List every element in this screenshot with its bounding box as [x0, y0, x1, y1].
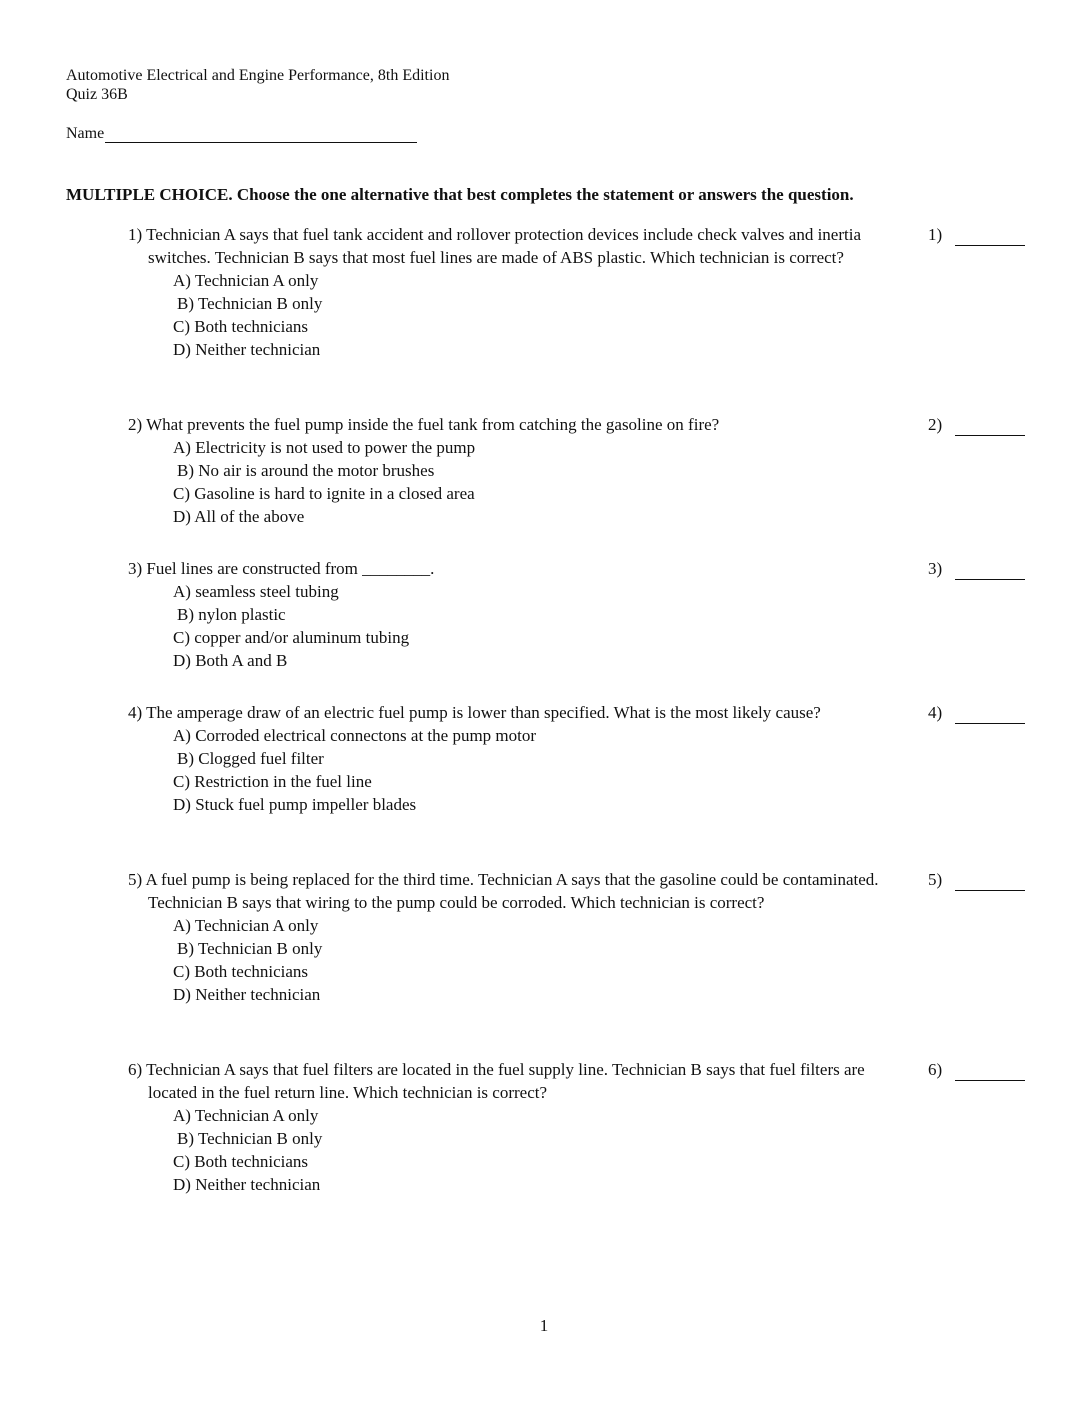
answer-slot-5 [928, 868, 1028, 891]
answer-blank[interactable] [955, 561, 1025, 580]
page-number: 1 [539, 1316, 549, 1335]
quiz-title: Quiz 36B [66, 86, 128, 103]
question-6 [128, 1058, 918, 1196]
answer-slot-4 [928, 701, 1028, 724]
answer-slot-3 [928, 557, 1028, 580]
option-b: B) nylon plastic [177, 605, 286, 624]
question-stem: 1) Technician A says that fuel tank accident and rollover protection devices include check valves and inertia switches. Technician B says that most fuel lines are made of ABS plastic. Which technician is correct? [128, 225, 862, 267]
option-d: D) Neither technician [173, 1175, 321, 1194]
answer-blank[interactable] [955, 872, 1025, 891]
option-d: D) Neither technician [173, 985, 321, 1004]
options-list [173, 436, 918, 528]
option-b: B) Technician B only [177, 939, 323, 958]
options-list [173, 269, 918, 361]
option-d: D) Neither technician [173, 340, 321, 359]
option-a: A) Technician A only [173, 271, 319, 290]
option-a: A) Corroded electrical connectons at the pump motor [173, 726, 537, 745]
option-a: A) Technician A only [173, 1106, 319, 1125]
name-blank-line[interactable] [105, 126, 417, 143]
option-b: B) Technician B only [177, 294, 323, 313]
answer-number: 2) [928, 415, 943, 434]
option-d: D) Stuck fuel pump impeller blades [173, 795, 417, 814]
answer-number: 5) [928, 870, 943, 889]
quiz-header [66, 66, 449, 104]
question-stem: 4) The amperage draw of an electric fuel pump is lower than specified. What is the most likely cause? [128, 703, 821, 722]
answer-slot-1 [928, 223, 1028, 246]
option-b: B) Technician B only [177, 1129, 323, 1148]
option-d: D) All of the above [173, 507, 305, 526]
option-b: B) No air is around the motor brushes [177, 461, 435, 480]
question-stem: 2) What prevents the fuel pump inside the fuel tank from catching the gasoline on fire? [128, 415, 720, 434]
option-c: C) Gasoline is hard to ignite in a closed area [173, 484, 475, 503]
answer-slot-2 [928, 413, 1028, 436]
question-stem: 6) Technician A says that fuel filters are located in the fuel supply line. Technician B says that fuel filters are located in the fuel return line. Which technician is correct? [128, 1060, 865, 1102]
option-a: A) seamless steel tubing [173, 582, 339, 601]
answer-slot-6 [928, 1058, 1028, 1081]
instructions: MULTIPLE CHOICE. Choose the one alternative that best completes the statement or answers the question. [66, 185, 854, 204]
answer-number: 3) [928, 559, 943, 578]
question-1 [128, 223, 918, 361]
option-b: B) Clogged fuel filter [177, 749, 324, 768]
option-c: C) copper and/or aluminum tubing [173, 628, 410, 647]
option-c: C) Both technicians [173, 962, 309, 981]
question-3 [128, 557, 918, 672]
option-c: C) Both technicians [173, 1152, 309, 1171]
option-c: C) Both technicians [173, 317, 309, 336]
options-list [173, 914, 918, 1006]
option-d: D) Both A and B [173, 651, 288, 670]
answer-blank[interactable] [955, 1062, 1025, 1081]
answer-number: 4) [928, 703, 943, 722]
question-4 [128, 701, 918, 816]
option-a: A) Electricity is not used to power the pump [173, 438, 476, 457]
option-a: A) Technician A only [173, 916, 319, 935]
name-field [66, 125, 417, 143]
question-2 [128, 413, 918, 528]
answer-blank[interactable] [955, 227, 1025, 246]
option-c: C) Restriction in the fuel line [173, 772, 372, 791]
question-5 [128, 868, 918, 1006]
options-list [173, 580, 918, 672]
options-list [173, 1104, 918, 1196]
answer-blank[interactable] [955, 705, 1025, 724]
name-label: Name [66, 125, 105, 142]
answer-number: 1) [928, 225, 943, 244]
question-stem: 3) Fuel lines are constructed from ________. [128, 559, 435, 578]
question-stem: 5) A fuel pump is being replaced for the third time. Technician A says that the gasoline could be contaminated. Technician B says that wiring to the pump could be corroded. Which technician is correct? [128, 870, 879, 912]
course-title: Automotive Electrical and Engine Performance, 8th Edition [66, 67, 450, 84]
answer-blank[interactable] [955, 417, 1025, 436]
answer-number: 6) [928, 1060, 943, 1079]
options-list [173, 724, 918, 816]
